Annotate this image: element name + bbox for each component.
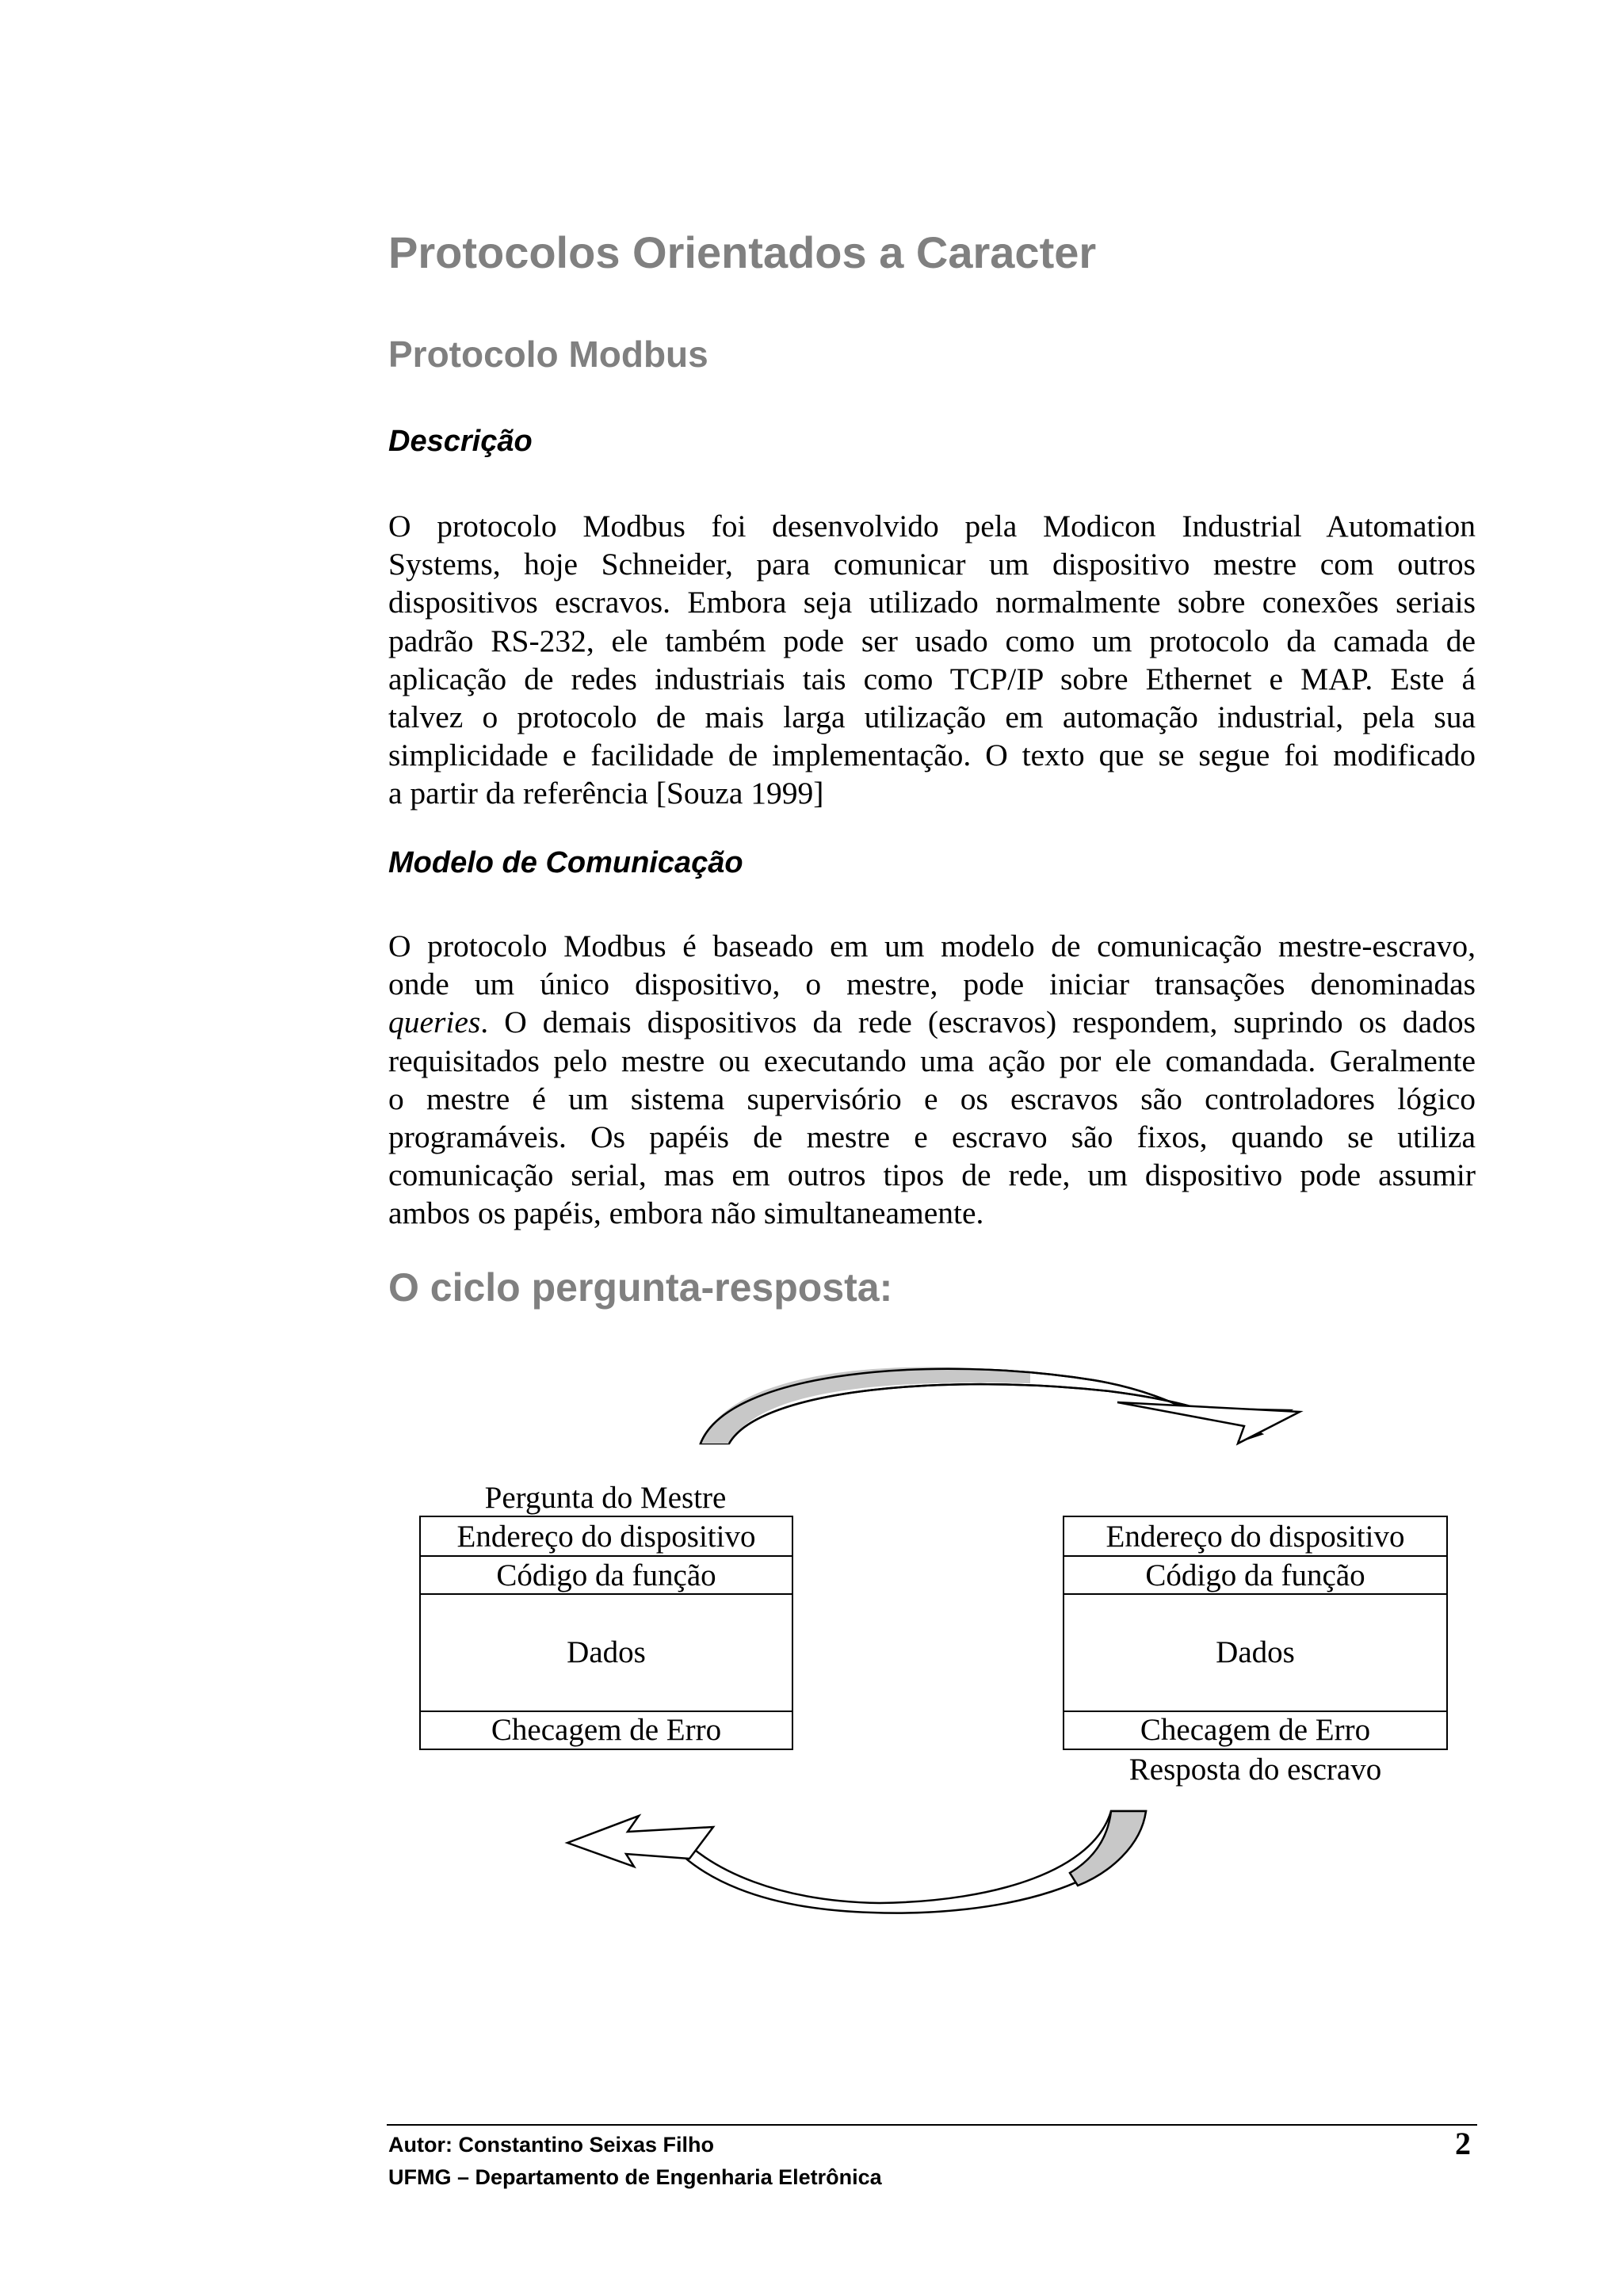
page-number: 2	[1455, 2126, 1471, 2161]
description-heading: Descrição	[388, 425, 533, 458]
slave-data-field: Dados	[1216, 1635, 1295, 1669]
cycle-heading: O ciclo pergunta-resposta:	[388, 1265, 893, 1310]
master-function-field: Código da função	[496, 1558, 716, 1592]
paragraph-line: ambos os papéis, embora não simultaneamente.	[388, 1196, 984, 1231]
master-frame	[420, 1516, 792, 1749]
paragraph-line: O protocolo Modbus é baseado em um modelo de comunicação mestre-escravo,	[388, 929, 1476, 963]
slave-frame	[1064, 1516, 1447, 1749]
response-arrow	[567, 1811, 1146, 1913]
paragraph-line-rest: . O demais dispositivos da rede (escravos) respondem, suprindo os dados	[480, 1005, 1476, 1040]
slave-caption: Resposta do escravo	[1128, 1753, 1382, 1787]
paragraph-line: requisitados pelo mestre ou executando uma ação por ele comandada. Geralmente	[388, 1043, 1476, 1078]
paragraph-line: dispositivos escravos. Embora seja utilizado normalmente sobre conexões seriais	[388, 585, 1476, 620]
section-heading: Protocolo Modbus	[388, 334, 708, 375]
queries-term: queries	[388, 1005, 481, 1040]
paragraph-line: programáveis. Os papéis de mestre e escravo são fixos, quando se utiliza	[388, 1119, 1476, 1155]
master-address-field: Endereço do dispositivo	[456, 1520, 756, 1554]
footer-author: Autor: Constantino Seixas Filho	[388, 2133, 715, 2157]
page-title: Protocolos Orientados a Caracter	[388, 227, 1097, 277]
footer-rule	[387, 2124, 1477, 2126]
slave-address-field: Endereço do dispositivo	[1106, 1520, 1405, 1554]
paragraph-line: talvez o protocolo de mais larga utilização em automação industrial, pela sua	[388, 700, 1476, 735]
master-caption: Pergunta do Mestre	[484, 1481, 727, 1515]
model-heading: Modelo de Comunicação	[388, 846, 743, 879]
paragraph-line: O protocolo Modbus foi desenvolvido pela Modicon Industrial Automation	[388, 509, 1476, 543]
paragraph-line: padrão RS-232, ele também pode ser usado como um protocolo da camada de	[388, 623, 1476, 658]
master-data-field: Dados	[567, 1635, 646, 1669]
slave-function-field: Código da função	[1145, 1558, 1365, 1592]
paragraph-line: o mestre é um sistema supervisório e os escravos são controladores lógico	[388, 1081, 1476, 1116]
master-error-check-field: Checagem de Erro	[491, 1713, 722, 1747]
paragraph-line: comunicação serial, mas em outros tipos de rede, um dispositivo pode assumir	[388, 1158, 1476, 1193]
slave-error-check-field: Checagem de Erro	[1140, 1713, 1371, 1747]
paragraph-line: aplicação de redes industriais tais como TCP/IP sobre Ethernet e MAP. Este á	[388, 661, 1476, 696]
footer-department: UFMG – Departamento de Engenharia Eletrônica	[388, 2165, 882, 2189]
paragraph-line: Systems, hoje Schneider, para comunicar um dispositivo mestre com outros	[388, 547, 1476, 582]
paragraph-line: simplicidade e facilidade de implementação. O texto que se segue foi modificado	[388, 738, 1476, 773]
paragraph-line: a partir da referência [Souza 1999]	[388, 776, 824, 811]
paragraph-line: onde um único dispositivo, o mestre, pode iniciar transações denominadas	[388, 967, 1476, 1002]
